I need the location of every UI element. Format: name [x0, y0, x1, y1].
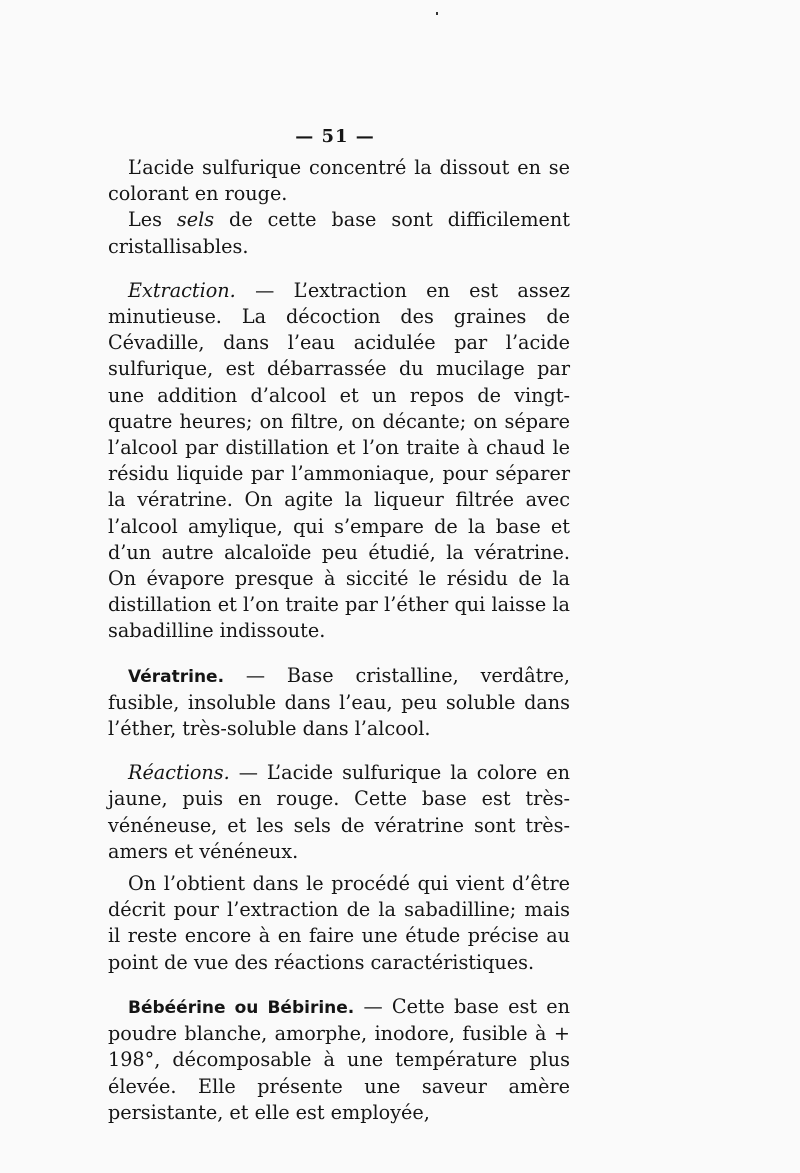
paragraph-salts	[108, 207, 570, 259]
paragraph-reactions	[108, 760, 570, 865]
paragraph-extraction	[108, 278, 570, 645]
extraction-text: — L’extraction en est assez minutieuse. La décoction des graines de Cévadille, dans l’eau acidulée par l’acide sulfurique, est débarrassée du mucilage par une addition d’alcool et un repos de vingt-quatre heures; on filtre, on décante; on sépare l’alcool par distillation et l’on traite à chaud le résidu liquide par l’ammoniaque, pour séparer la vératrine. On agite la liqueur filtrée avec l’alcool amylique, qui s’empare de la base et d’un autre alcaloïde peu étudié, la vératrine. On évapore presque à siccité le résidu de la distillation et l’on traite par l’éther qui laisse la sabadilline indissoute.	[108, 278, 570, 643]
print-mark	[436, 12, 438, 15]
paragraph-obtention: On l’obtient dans le procédé qui vient d’être décrit pour l’extraction de la sabadilline; mais il reste encore à en faire une étude précise au point de vue des réactions caractéristiques.	[108, 872, 570, 974]
bebeerine-heading: Bébéérine ou Bébirine.	[128, 997, 355, 1018]
veratrine-text: — Base cristalline, verdâtre, fusible, insoluble dans l’eau, peu soluble dans l’éther, très-soluble dans l’alcool.	[108, 663, 570, 741]
page-number: — 51 —	[295, 126, 375, 147]
extraction-heading: Extraction.	[128, 278, 236, 302]
veratrine-heading: Vératrine.	[128, 666, 225, 687]
paragraph-veratrine	[108, 663, 570, 743]
paragraph-salts-after: de cette base sont difficilement cristallisables.	[108, 208, 570, 258]
paragraph-salts-italic: sels	[176, 208, 215, 232]
paragraph-salts-before: Les	[128, 208, 177, 232]
reactions-text: — L’acide sulfurique la colore en jaune, puis en rouge. Cette base est très-vénéneuse, et les sels de vératrine sont très-amers et vénéneux.	[108, 761, 570, 863]
paragraph-coloration: L’acide sulfurique concentré la dissout en se colorant en rouge.	[108, 156, 570, 206]
paragraph-bebeerine	[108, 994, 570, 1126]
page-body	[108, 155, 570, 1126]
bebeerine-text: — Cette base est en poudre blanche, amorphe, inodore, fusible à + 198°, décomposable à une température plus élevée. Elle présente une saveur amère persistante, et elle est employée,	[108, 994, 570, 1124]
reactions-heading: Réactions.	[128, 761, 230, 785]
